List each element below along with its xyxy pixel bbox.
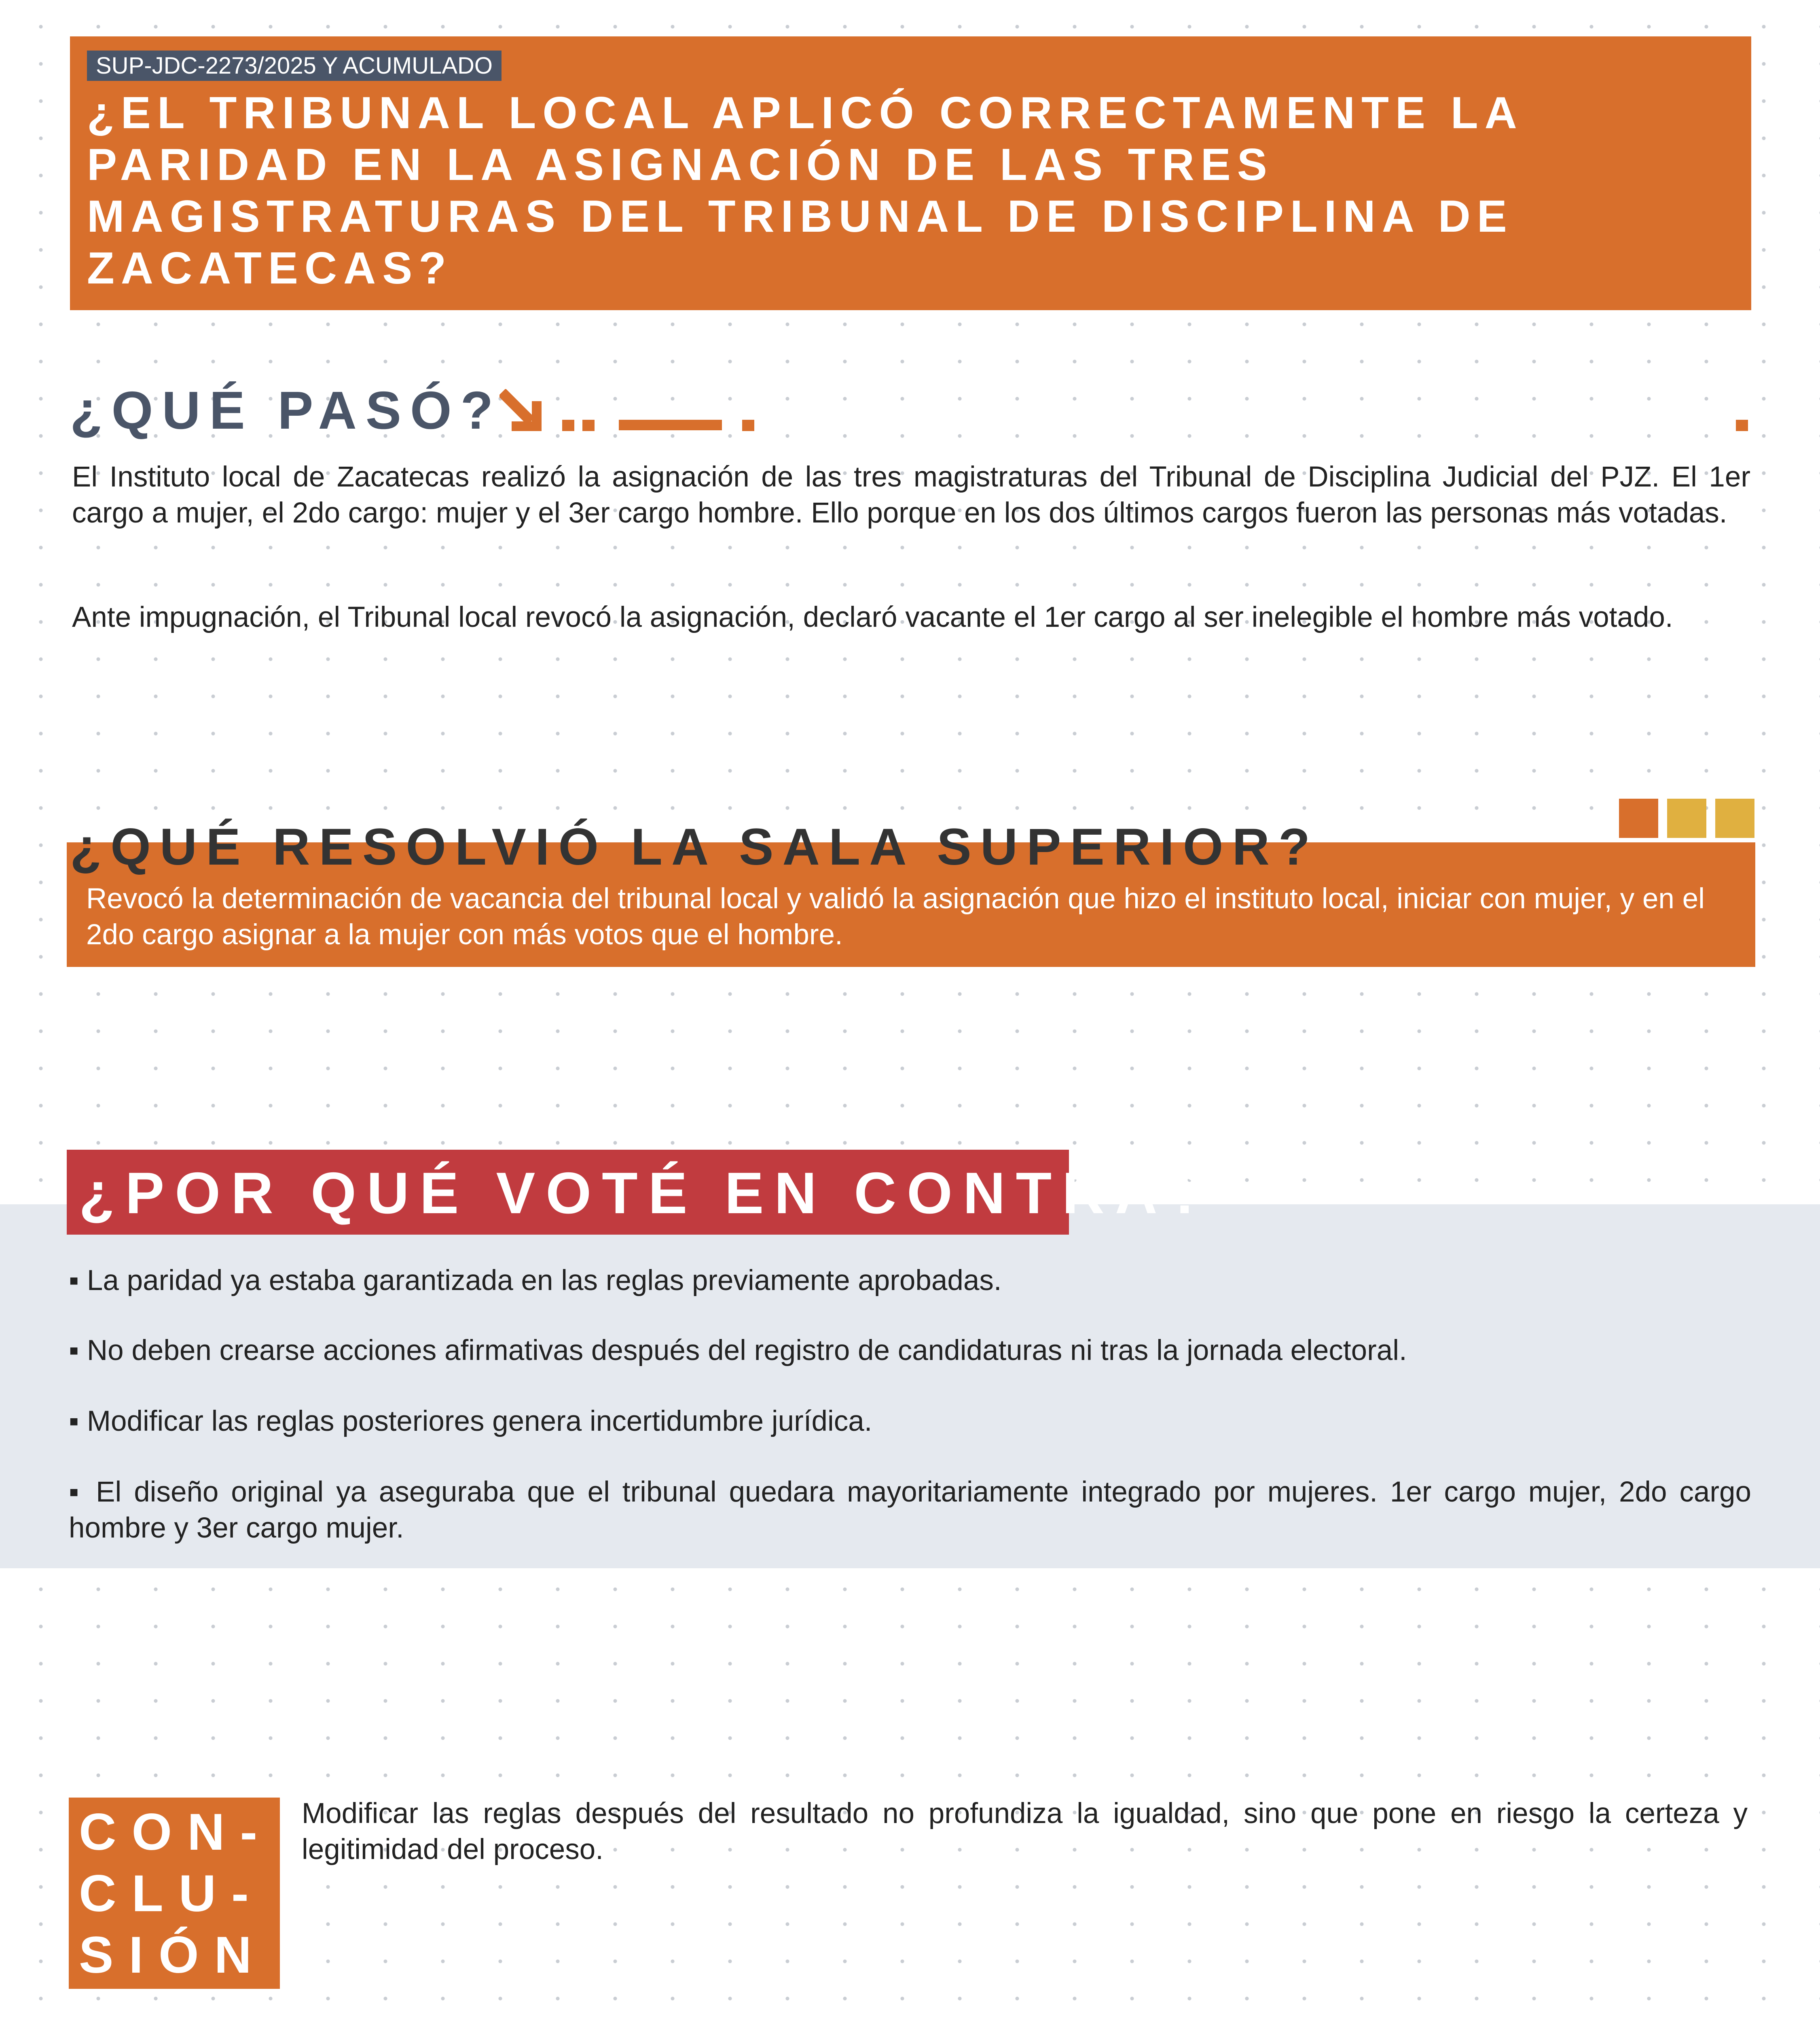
que-paso-paragraph-1: El Instituto local de Zacatecas realizó la asignación de las tres magistraturas del Tribunal de Disciplina Judicial del PJZ. El 1er cargo a mujer, el 2do cargo: mujer y el 3er cargo hombre. Ello porque en los dos últimos cargos fueron las personas más votadas. bbox=[72, 461, 1750, 529]
contra-bullet-3: ▪ Modificar las reglas posteriores genera incertidumbre jurídica. bbox=[69, 1405, 872, 1437]
dot-decoration bbox=[1736, 420, 1748, 431]
conclusion-label-line-3: SIÓN bbox=[79, 1926, 267, 1984]
arrow-down-right-icon bbox=[502, 392, 537, 426]
que-paso-title: ¿QUÉ PASÓ? bbox=[70, 381, 502, 440]
page-title: ¿EL TRIBUNAL LOCAL APLICÓ CORRECTAMENTE LA PARIDAD EN LA ASIGNACIÓN DE LAS TRES MAGISTRATURAS DEL TRIBUNAL DE DISCIPLINA DE ZACATECAS? bbox=[87, 88, 1522, 293]
resolvio-text: Revocó la determinación de vacancia del tribunal local y validó la asignación que hizo el instituto local, iniciar con mujer, y en el 2do cargo asignar a la mujer con más votos que el hombre. bbox=[86, 883, 1705, 951]
contra-title: ¿POR QUÉ VOTÉ EN CONTRA? bbox=[79, 1160, 1215, 1226]
arrow-dash-decoration bbox=[499, 389, 758, 434]
conclusion-label-line-2: CLU- bbox=[79, 1865, 264, 1923]
case-tag: SUP-JDC-2273/2025 Y ACUMULADO bbox=[87, 51, 502, 81]
contra-bullet-2: ▪ No deben crearse acciones afirmativas después del registro de candidaturas ni tras la jornada electoral. bbox=[69, 1335, 1407, 1366]
conclusion-label bbox=[79, 1802, 280, 1986]
square-decoration-gold-1 bbox=[1667, 799, 1706, 838]
que-paso-paragraph-2: Ante impugnación, el Tribunal local revocó la asignación, declaró vacante el 1er cargo al ser inelegible el hombre más votado. bbox=[72, 601, 1673, 633]
contra-bullet-4: ▪ El diseño original ya aseguraba que el tribunal quedara mayoritariamente integrado por mujeres. 1er cargo mujer, 2do cargo hombre y 3er cargo mujer. bbox=[69, 1476, 1751, 1544]
conclusion-text: Modificar las reglas después del resultado no profundiza la igualdad, sino que pone en riesgo la certeza y legitimidad del proceso. bbox=[302, 1798, 1748, 1865]
resolvio-title: ¿QUÉ RESOLVIÓ LA SALA SUPERIOR? bbox=[70, 818, 1319, 876]
square-decoration-gold-2 bbox=[1715, 799, 1754, 838]
square-decoration-orange bbox=[1619, 799, 1658, 838]
conclusion-label-line-1: CON- bbox=[79, 1803, 273, 1861]
contra-bullet-1: ▪ La paridad ya estaba garantizada en las reglas previamente aprobadas. bbox=[69, 1265, 1002, 1297]
